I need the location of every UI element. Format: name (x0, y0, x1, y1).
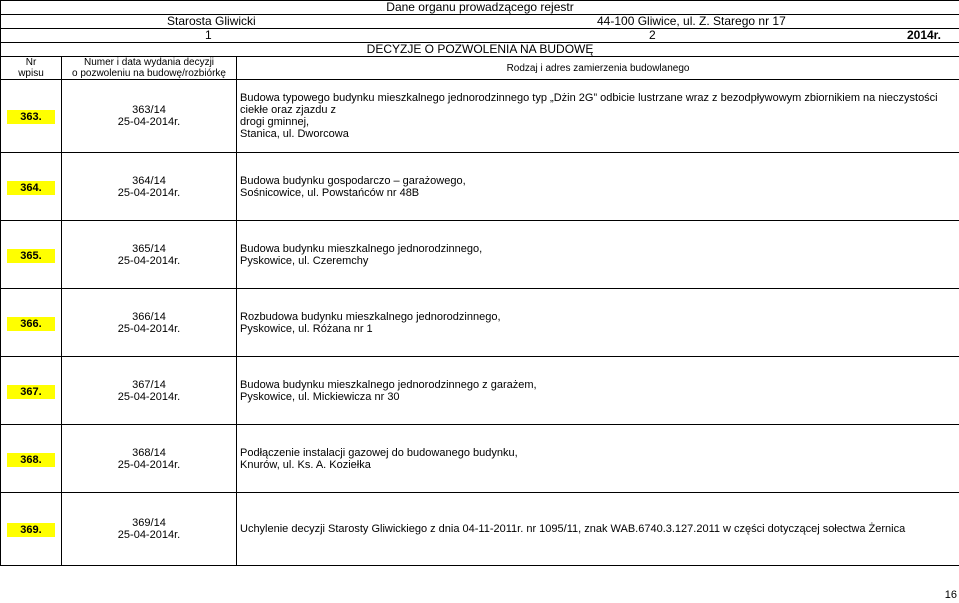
decision-cell (62, 425, 237, 493)
description-line: Budowa budynku mieszkalnego jednorodzinnego z garażem, (240, 378, 537, 391)
entry-number-cell (1, 221, 62, 289)
register-entry-row (1, 80, 959, 153)
decision-cell (62, 493, 237, 566)
decision-cell (62, 153, 237, 221)
column-number-2: 2 (649, 28, 656, 42)
description-cell (237, 289, 959, 357)
description-line: Budowa typowego budynku mieszkalnego jednorodzinnego typ „Dżin 2G” odbicie lustrzane wraz z bezodpływowym zbiornikiem na nieczystości ciekłe oraz zjazdu z (240, 92, 938, 116)
entry-number: 368. (7, 453, 55, 467)
entry-number: 366. (7, 317, 55, 331)
decision-date: 25-04-2014r. (117, 390, 181, 403)
entry-number-cell (1, 80, 62, 153)
decision-date: 25-04-2014r. (117, 322, 181, 335)
decision-number: 368/14 (132, 446, 166, 459)
register-entry-row (1, 221, 959, 289)
register-year: 2014r. (906, 28, 942, 42)
entry-number-cell (1, 289, 62, 357)
register-entry-row (1, 493, 959, 566)
description-line: Knurów, ul. Ks. A. Koziełka (240, 458, 371, 471)
entry-number: 367. (7, 385, 55, 399)
description-line: Podłączenie instalacji gazowej do budowanego budynku, (240, 446, 518, 459)
decision-number: 369/14 (132, 517, 166, 529)
entry-number-cell (1, 425, 62, 493)
description-cell (237, 80, 959, 153)
col-header-decision: Numer i data wydania decyzji o pozwoleniu na budowę/rozbiórkę (62, 57, 237, 80)
entry-number: 365. (7, 249, 55, 263)
description-cell (237, 357, 959, 425)
description-line: Stanica, ul. Dworcowa (240, 128, 349, 140)
col-header-nr: Nr wpisu (1, 57, 62, 80)
description-line: Sośnicowice, ul. Powstańców nr 48B (240, 186, 420, 199)
entries (1, 80, 959, 566)
entry-number-cell (1, 493, 62, 566)
entry-number: 363. (7, 110, 55, 124)
page-number: 16 (944, 589, 957, 601)
register-entry-row (1, 425, 959, 493)
decision-cell (62, 357, 237, 425)
description-line: Pyskowice, ul. Różana nr 1 (240, 322, 373, 335)
description-line: Budowa budynku gospodarczo – garażowego, (240, 174, 466, 187)
authority-name: Starosta Gliwicki (167, 14, 256, 28)
description-line: Pyskowice, ul. Czeremchy (240, 254, 369, 267)
decision-date: 25-04-2014r. (117, 116, 181, 128)
description-cell (237, 425, 959, 493)
register-title: Dane organu prowadzącego rejestr (1, 1, 959, 15)
decision-number: 366/14 (132, 310, 166, 323)
column-number-1: 1 (205, 28, 212, 42)
column-number-row (1, 29, 959, 43)
decision-cell (62, 80, 237, 153)
entry-number: 369. (7, 523, 55, 537)
description-cell (237, 221, 959, 289)
decision-number: 365/14 (132, 242, 166, 255)
description-line: Rozbudowa budynku mieszkalnego jednorodzinnego, (240, 310, 501, 323)
col-header-description: Rodzaj i adres zamierzenia budowlanego (237, 57, 959, 80)
decision-date: 25-04-2014r. (117, 458, 181, 471)
entry-number: 364. (7, 181, 55, 195)
decision-cell (62, 221, 237, 289)
decision-number: 364/14 (132, 174, 166, 187)
decision-number: 363/14 (132, 104, 166, 116)
description-cell (237, 153, 959, 221)
description-line: Pyskowice, ul. Mickiewicza nr 30 (240, 390, 400, 403)
decision-cell (62, 289, 237, 357)
decision-date: 25-04-2014r. (117, 254, 181, 267)
register-entry-row (1, 289, 959, 357)
authority-address: 44-100 Gliwice, ul. Z. Starego nr 17 (597, 14, 786, 28)
description-cell (237, 493, 959, 566)
decision-date: 25-04-2014r. (117, 186, 181, 199)
register-entry-row (1, 357, 959, 425)
description-line: Uchylenie decyzji Starosty Gliwickiego z dnia 04-11-2011r. nr 1095/11, znak WAB.6740.3.127.2011 w części dotyczącej sołectwa Żernica (240, 523, 906, 535)
section-title: DECYZJE O POZWOLENIA NA BUDOWĘ (1, 43, 959, 57)
decision-date: 25-04-2014r. (117, 529, 181, 541)
entry-number-cell (1, 357, 62, 425)
authority-row (1, 15, 959, 29)
description-line: Budowa budynku mieszkalnego jednorodzinnego, (240, 242, 483, 255)
entry-number-cell (1, 153, 62, 221)
register-entry-row (1, 153, 959, 221)
description-line: drogi gminnej, (240, 116, 310, 128)
decision-number: 367/14 (132, 378, 166, 391)
